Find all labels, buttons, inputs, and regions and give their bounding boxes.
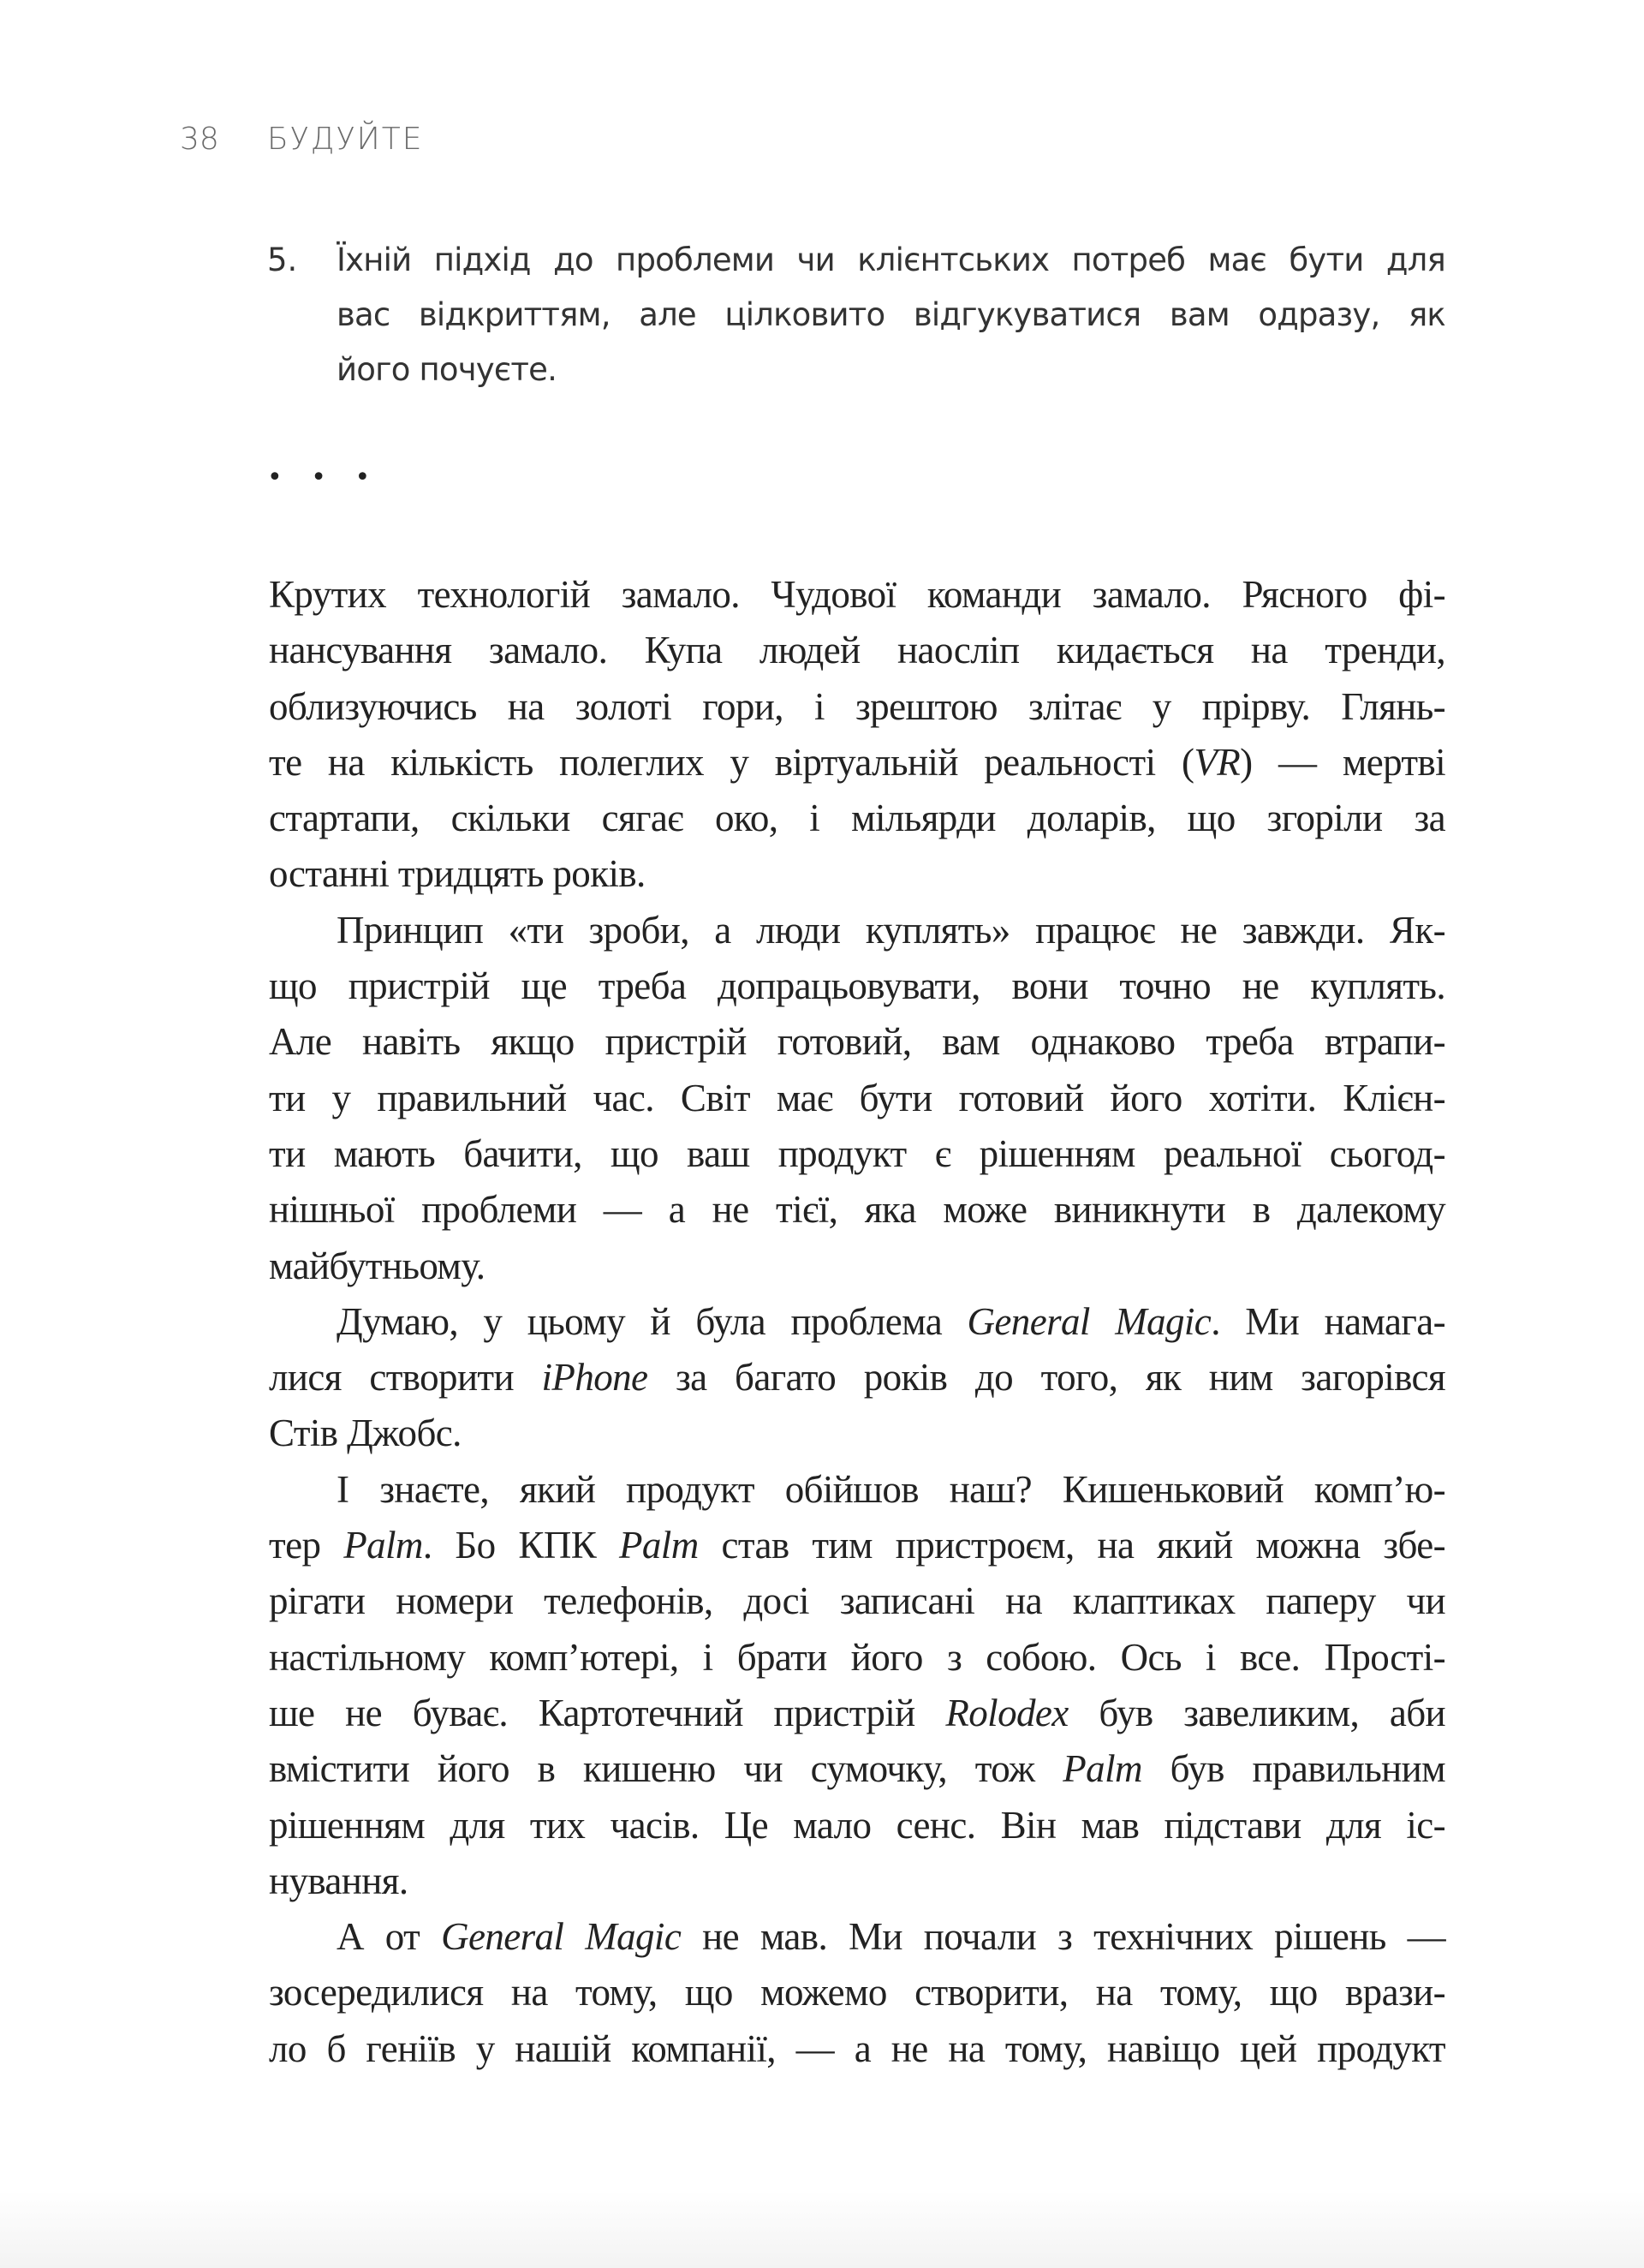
paragraph: [269, 1294, 1445, 1462]
text-segment: стартапи, скільки сягає око, і мільярди доларів, що згоріли за: [269, 797, 1445, 840]
text-line: [269, 1630, 1445, 1686]
text-line: [269, 1741, 1445, 1797]
text-segment: нування.: [269, 1859, 408, 1902]
text-segment: ) — мертві: [1240, 740, 1445, 784]
text-segment: що пристрій ще треба допрацьовувати, вони точно не куплять.: [269, 964, 1445, 1008]
text-line: [269, 1853, 1445, 1909]
text-segment: Стів Джобс.: [269, 1412, 462, 1455]
italic-term: Palm: [619, 1524, 699, 1567]
text-segment: вмістити його в кишеню чи сумочку, тож: [269, 1747, 1063, 1791]
section-separator: • • •: [267, 463, 381, 492]
italic-term: Palm: [1063, 1747, 1142, 1791]
text-segment: ти у правильний час. Світ має бути готовий його хотіти. Клієн-: [269, 1076, 1445, 1119]
text-segment: не мав. Ми почали з технічних рішень —: [681, 1915, 1445, 1959]
italic-term: iPhone: [541, 1356, 648, 1400]
text-segment: був завеликим, аби: [1068, 1691, 1446, 1734]
text-segment: рішенням для тих часів. Це мало сенс. Він мав підстави для іс-: [269, 1803, 1445, 1847]
paragraph: [269, 903, 1445, 1294]
text-line: [269, 1071, 1445, 1126]
text-line: [269, 1126, 1445, 1182]
text-line: [269, 1573, 1445, 1629]
text-segment: . Бо КПК: [422, 1524, 620, 1567]
list-item-line: вас відкриттям, але цілковито відгукуватися вам одразу, як: [337, 296, 1445, 333]
text-segment: нішньої проблеми — а не тієї, яка може виникнути в далекому: [269, 1188, 1445, 1232]
paragraph: [269, 1462, 1445, 1909]
body-text: [269, 567, 1445, 2077]
text-segment: Але навіть якщо пристрій готовий, вам однаково треба втрапи-: [269, 1020, 1445, 1064]
text-segment: став тим пристроєм, на який можна збе-: [698, 1524, 1445, 1567]
italic-term: General Magic: [967, 1299, 1212, 1343]
paragraph: [269, 1909, 1445, 2077]
text-line: [269, 1182, 1445, 1238]
text-line: [269, 2021, 1445, 2077]
text-line: [269, 903, 1445, 958]
text-line: [269, 679, 1445, 735]
list-marker: 5.: [267, 242, 298, 278]
text-line: [269, 1294, 1445, 1350]
text-line: [269, 1014, 1445, 1070]
text-segment: був правильним: [1141, 1747, 1446, 1791]
text-segment: лися створити: [269, 1356, 542, 1400]
text-line: [269, 1686, 1445, 1741]
paragraph: [269, 567, 1445, 903]
list-item-line: Їхній підхід до проблеми чи клієнтських потреб має бути для: [337, 242, 1445, 278]
list-item-text: [337, 233, 1445, 397]
numbered-list-item: [267, 233, 1445, 397]
text-line: [269, 958, 1445, 1014]
text-segment: нансування замало. Купа людей наосліп кидається на тренди,: [269, 629, 1445, 672]
text-segment: І знаєте, який продукт обійшов наш? Кишеньковий комп’ю-: [337, 1467, 1445, 1511]
text-line: [269, 1406, 1445, 1461]
text-segment: тер: [269, 1524, 344, 1567]
text-line: [269, 735, 1445, 791]
text-line: [269, 1518, 1445, 1573]
text-line: [269, 1798, 1445, 1853]
text-segment: . Ми намага-: [1211, 1299, 1445, 1343]
text-segment: А от: [337, 1915, 442, 1959]
text-line: [269, 846, 1445, 902]
text-segment: те на кількість полеглих у віртуальній реальності (: [269, 740, 1194, 784]
text-segment: останні тридцять років.: [269, 852, 646, 896]
chapter-title: БУДУЙТЕ: [267, 122, 424, 157]
text-segment: облизуючись на золоті гори, і зрештою злітає у прірву. Глянь-: [269, 684, 1445, 728]
italic-term: VR: [1194, 740, 1241, 784]
italic-term: Rolodex: [945, 1691, 1069, 1734]
text-segment: ше не буває. Картотечний пристрій: [269, 1691, 946, 1734]
text-segment: ло б геніїв у нашій компанії, — а не на тому, навіщо цей продукт: [269, 2026, 1445, 2070]
text-segment: Думаю, у цьому й була проблема: [337, 1299, 968, 1343]
text-segment: Крутих технологій замало. Чудової команди замало. Рясного фі-: [269, 573, 1445, 616]
text-line: [269, 1462, 1445, 1518]
text-line: [269, 791, 1445, 846]
page-bottom-shadow: [0, 2191, 1644, 2268]
text-segment: зосередилися на тому, що можемо створити, на тому, що врази-: [269, 1971, 1445, 2014]
text-segment: настільному комп’ютері, і брати його з собою. Ось і все. Прості-: [269, 1635, 1445, 1679]
text-line: [269, 1965, 1445, 2020]
text-line: [269, 1350, 1445, 1406]
italic-term: General Magic: [441, 1915, 682, 1959]
text-segment: ти мають бачити, що ваш продукт є рішенням реальної сьогод-: [269, 1131, 1445, 1175]
text-segment: майбутньому.: [269, 1244, 485, 1287]
text-line: [269, 1909, 1445, 1965]
text-segment: за багато років до того, як ним загорівся: [647, 1356, 1445, 1400]
text-segment: рігати номери телефонів, досі записані на клаптиках паперу чи: [269, 1579, 1445, 1623]
text-segment: Принцип «ти зроби, а люди куплять» працює не завжди. Як-: [337, 908, 1445, 952]
text-line: [269, 623, 1445, 678]
text-line: [269, 1238, 1445, 1294]
italic-term: Palm: [343, 1524, 423, 1567]
page-number: 38: [180, 122, 219, 157]
list-item-line: його почуєте.: [337, 351, 557, 388]
text-line: [269, 567, 1445, 623]
